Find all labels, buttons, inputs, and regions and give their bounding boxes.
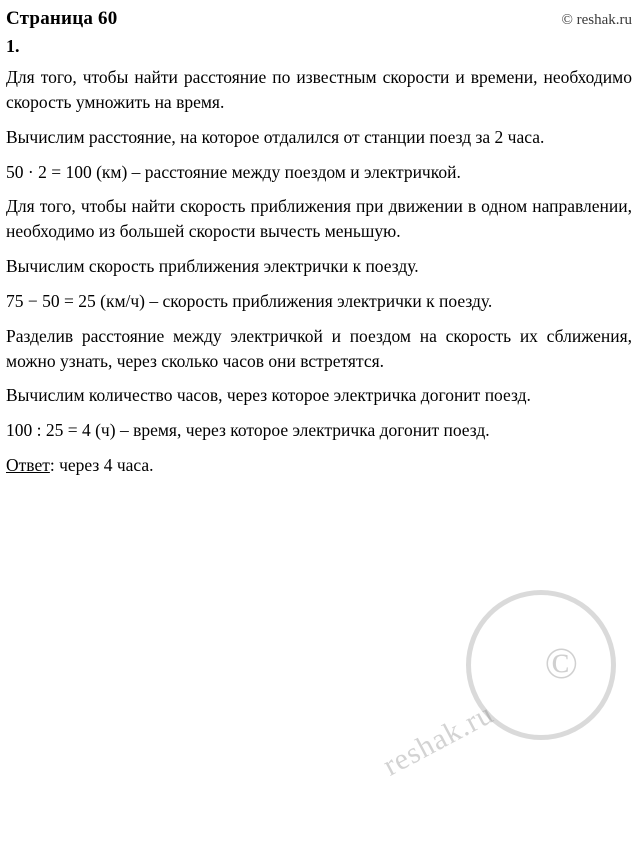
answer-text: : через 4 часа. <box>49 455 154 476</box>
answer-line <box>6 453 632 478</box>
solution-paragraph: Вычислим скорость приближения электрички к поезду. <box>6 256 419 277</box>
task-number: 1. <box>6 36 20 56</box>
watermark-diagonal <box>352 597 630 846</box>
solution-paragraph: 75 − 50 = 25 (км/ч) – скорость приближения электрички к поезду. <box>6 290 493 311</box>
answer-label: Ответ <box>6 455 50 476</box>
site-watermark: © reshak.ru <box>561 12 632 28</box>
page-title: Страница 60 <box>6 8 118 29</box>
solution-paragraph: 50 · 2 = 100 (км) – расстояние между поездом и электричкой. <box>6 161 461 182</box>
copyright-symbol: © <box>544 639 578 688</box>
solution-paragraph: Вычислим расстояние, на которое отдалился от станции поезд за 2 часа. <box>6 126 545 147</box>
solution-paragraph: Для того, чтобы найти скорость приближения при движении в одном направлении, необходимо из большей скорости вычесть меньшую. <box>6 196 632 242</box>
watermark-circle <box>466 590 616 740</box>
solution-paragraph: Разделив расстояние между электричкой и поездом на скорость их сближения, можно узнать, через сколько часов они встретятся. <box>6 325 632 371</box>
solution-paragraph: 100 : 25 = 4 (ч) – время, через которое электричка догонит поезд. <box>6 420 490 441</box>
watermark-diagonal-text: reshak.ru <box>377 697 499 783</box>
solution-paragraph: Для того, чтобы найти расстояние по известным скорости и времени, необходимо скорость умножить на время. <box>6 67 632 112</box>
page-header <box>6 8 632 30</box>
solution-paragraph: Вычислим количество часов, через которое электричка догонит поезд. <box>6 385 531 406</box>
